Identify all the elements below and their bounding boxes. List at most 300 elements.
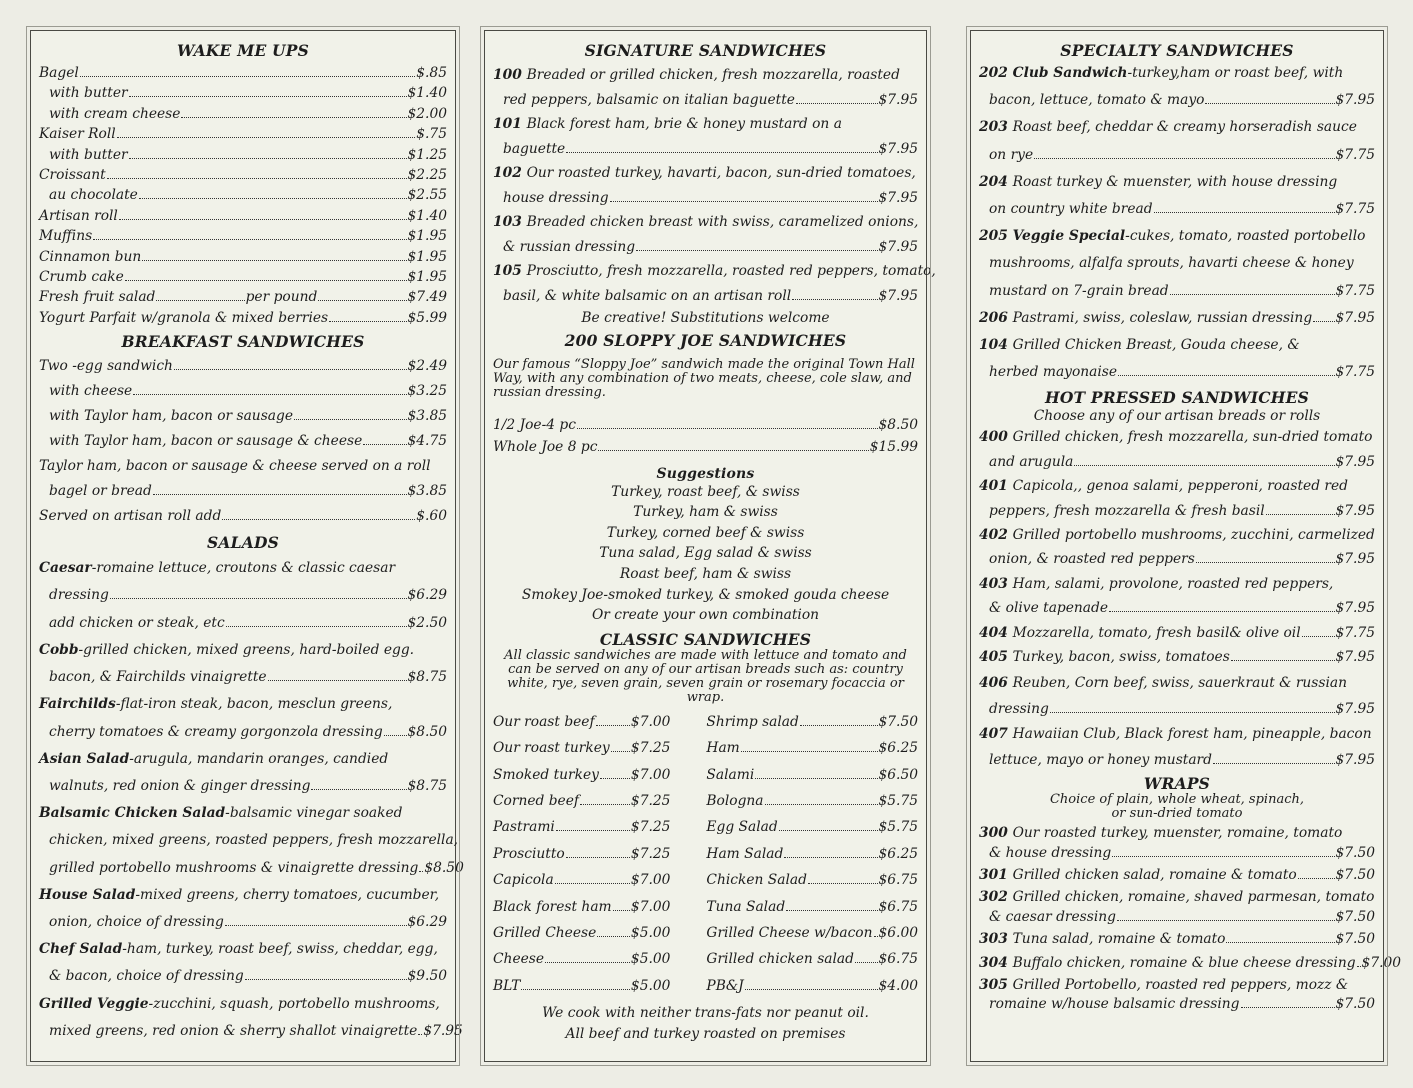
item-price: $7.00: [630, 872, 671, 889]
item-price: $7.00: [630, 713, 671, 730]
item-price: $7.95: [1335, 92, 1375, 109]
breakfast-list: [39, 354, 447, 454]
item-price: $7.75: [1335, 364, 1375, 381]
item-price: $3.85: [407, 408, 447, 425]
menu-item: [493, 867, 670, 893]
item-label: house dressing: [503, 190, 609, 206]
classic-right-column: [706, 709, 918, 999]
item-description: 101 Black forest ham, brie & honey mustard on a: [493, 116, 842, 132]
menu-item: [39, 429, 447, 454]
section-title-signature: SIGNATURE SANDWICHES: [584, 41, 827, 60]
item-label: with butter: [49, 85, 128, 102]
item-price: $4.00: [878, 977, 918, 994]
item-label: Artisan roll: [39, 207, 118, 224]
item-label: Prosciutto: [493, 845, 565, 862]
dot-leader: [245, 967, 407, 980]
footnote-roasted: All beef and turkey roasted on premises: [565, 1025, 846, 1042]
item-label: Corned beef: [493, 792, 579, 809]
suggestion-line: Tuna salad, Egg salad & swiss: [599, 545, 812, 562]
menu-item: [493, 894, 670, 920]
item-label: Our roast turkey: [493, 740, 610, 757]
dot-leader: [119, 207, 407, 220]
dot-leader: [311, 777, 406, 790]
menu-item: [39, 226, 447, 246]
item-label: & caesar dressing: [989, 909, 1116, 926]
item-price: $7.50: [1335, 845, 1375, 862]
item-label: Egg Salad: [706, 819, 778, 836]
item-description: 100 Breaded or grilled chicken, fresh mozzarella, roasted: [493, 67, 900, 83]
footnote-trans-fats: We cook with neither trans-fats nor peanut oil.: [542, 1005, 869, 1022]
item-description: Caesar-romaine lettuce, croutons & classic caesar: [39, 560, 396, 577]
menu-item: [706, 788, 918, 814]
menu-item: [979, 951, 1402, 975]
menu-item: [706, 762, 918, 788]
menu-item: [706, 841, 918, 867]
dot-leader: [418, 1022, 422, 1035]
menu-item: [39, 308, 447, 328]
item-label: Ham Salad: [706, 845, 784, 862]
item-description: Asian Salad-arugula, mandarin oranges, candied: [39, 750, 389, 767]
menu-item: [39, 287, 447, 307]
dot-leader: [577, 416, 878, 429]
dot-leader: [874, 924, 878, 937]
item-description: 407 Hawaiian Club, Black forest ham, pineapple, bacon: [979, 725, 1372, 742]
item-description: 105 Prosciutto, fresh mozzarella, roasted red peppers, tomato,: [493, 263, 936, 279]
item-price: $7.50: [1335, 996, 1375, 1013]
item-label: Tuna Salad: [706, 898, 786, 915]
item-label: bacon, & Fairchilds vinaigrette: [49, 669, 267, 686]
dot-leader: [174, 357, 407, 370]
suggestion-line: Turkey, corned beef & swiss: [606, 524, 805, 541]
item-price: $2.25: [407, 167, 447, 184]
dot-leader: [1266, 502, 1335, 515]
dot-leader: [598, 438, 868, 451]
item-label: mixed greens, red onion & sherry shallot vinaigrette: [49, 1022, 418, 1039]
item-unit: per pound: [245, 289, 318, 306]
item-description: 204 Roast turkey & muenster, with house dressing: [979, 173, 1338, 190]
item-label: Bagel: [39, 65, 79, 81]
item-label: 304 Buffalo chicken, romaine & blue cheese dressing: [979, 955, 1356, 972]
item-description: 406 Reuben, Corn beef, swiss, sauerkraut & russian: [979, 674, 1347, 691]
item-price: $6.25: [878, 845, 918, 862]
menu-item: [979, 142, 1375, 169]
menu-item: bagel or bread $3.85: [49, 483, 447, 500]
menu-panel-left: [30, 30, 464, 1062]
dot-leader: [1170, 282, 1335, 295]
dot-leader: [1313, 309, 1334, 322]
item-label: dressing: [49, 587, 109, 604]
item-label: with cream cheese: [49, 105, 181, 122]
item-price: $6.29: [407, 913, 447, 930]
item-label: & olive tapenade: [989, 600, 1109, 617]
item-price: $8.50: [424, 859, 464, 876]
menu-item: [493, 735, 670, 761]
item-label: dressing: [989, 700, 1049, 717]
item-price: $3.25: [407, 383, 447, 400]
item-price: $6.29: [407, 587, 447, 604]
menu-item: [39, 354, 447, 379]
item-label: Yogurt Parfait w/granola & mixed berries: [39, 309, 329, 326]
menu-item: [493, 920, 670, 946]
item-price: $7.50: [1335, 867, 1375, 884]
menu-item: [979, 596, 1375, 620]
dot-leader: [329, 309, 406, 322]
item-price: $8.75: [407, 669, 447, 686]
item-price: $7.95: [423, 1022, 463, 1039]
item-price: $7.00: [1361, 955, 1402, 972]
dot-leader: [792, 287, 877, 300]
menu-item: [39, 909, 447, 936]
item-label: with butter: [49, 146, 128, 163]
menu-item: [979, 927, 1375, 951]
item-label: Shrimp salad: [706, 713, 799, 730]
menu-item: [39, 773, 447, 800]
item-price: $7.95: [878, 239, 918, 255]
dot-leader: [1205, 91, 1334, 104]
section-title-specialty: SPECIALTY SANDWICHES: [1060, 41, 1294, 60]
menu-item: [39, 124, 447, 144]
menu-item: [979, 843, 1375, 863]
hot-pressed-subtitle: Choose any of our artisan breads or rolls: [1033, 408, 1321, 425]
menu-item: [493, 841, 670, 867]
suggestion-line: Roast beef, ham & swiss: [619, 565, 792, 582]
dot-leader: [779, 818, 878, 831]
menu-item: [39, 1018, 463, 1045]
dot-leader: [808, 871, 878, 884]
item-label: peppers, fresh mozzarella & fresh basil: [989, 502, 1265, 519]
item-price: $7.00: [630, 766, 671, 783]
suggestions-title: Suggestions: [656, 465, 755, 482]
item-price: $.75: [416, 126, 447, 143]
section-title-classic: CLASSIC SANDWICHES: [599, 629, 812, 649]
item-label: Bologna: [706, 792, 764, 809]
dot-leader: [1196, 550, 1335, 563]
item-description: 300 Our roasted turkey, muenster, romaine, tomato: [979, 825, 1343, 842]
dot-leader: [596, 713, 630, 726]
menu-item: [706, 920, 918, 946]
item-price: $7.75: [1335, 201, 1375, 218]
dot-leader: [566, 140, 877, 153]
item-description: 202 Club Sandwich-turkey,ham or roast beef, with: [979, 65, 1344, 81]
item-price: $7.00: [630, 898, 671, 915]
item-label: PB&J: [706, 977, 744, 994]
menu-item: [39, 185, 447, 205]
dot-leader: [142, 248, 406, 261]
wraps-subtitle-1: Choice of plain, whole wheat, spinach,: [1049, 792, 1304, 808]
hot-pressed-list: [979, 425, 1375, 772]
item-price: $1.95: [407, 248, 447, 265]
menu-item: [39, 379, 447, 404]
menu-item: [979, 748, 1375, 772]
wraps-list: [979, 823, 1402, 1013]
item-price: $7.75: [1335, 146, 1375, 163]
dot-leader: [745, 977, 878, 990]
item-price: $5.99: [407, 309, 447, 326]
dot-leader: [226, 614, 407, 627]
item-label: walnuts, red onion & ginger dressing: [49, 777, 311, 794]
item-label: BLT: [493, 977, 521, 994]
item-label: 303 Tuna salad, romaine & tomato: [979, 931, 1226, 948]
item-description: House Salad-mixed greens, cherry tomatoes, cucumber,: [39, 886, 440, 903]
item-label: Grilled Cheese: [493, 925, 597, 941]
menu-item: [39, 104, 447, 124]
wake-me-ups-list: [39, 63, 447, 328]
menu-item: [706, 867, 918, 893]
menu-item: [979, 499, 1375, 523]
item-price: $7.95: [1335, 502, 1375, 519]
dot-leader: [741, 739, 878, 752]
item-label: on country white bread: [989, 201, 1153, 218]
dot-leader: [1109, 599, 1334, 612]
item-description: 205 Veggie Special-cukes, tomato, roasted portobello: [979, 228, 1366, 245]
dot-leader: [545, 950, 630, 963]
dot-leader: [796, 91, 878, 104]
menu-item: [979, 621, 1375, 645]
specialty-list: [979, 60, 1375, 386]
item-label: Pastrami: [493, 819, 555, 836]
item-price: $6.75: [878, 951, 918, 968]
item-price: $2.00: [407, 105, 447, 122]
item-label: add chicken or steak, etc: [49, 614, 225, 631]
menu-item: [979, 995, 1375, 1013]
item-price: $4.75: [407, 433, 447, 450]
item-label: Two -egg sandwich: [39, 358, 173, 375]
dot-leader: [755, 766, 877, 779]
dot-leader: [1117, 908, 1335, 921]
item-label: Chicken Salad: [706, 872, 807, 889]
dot-leader: [268, 668, 407, 681]
item-price: $7.50: [878, 713, 918, 730]
item-label: Crumb cake: [39, 269, 124, 286]
item-label: bacon, lettuce, tomato & mayo: [989, 92, 1205, 109]
item-description: chicken, mixed greens, roasted peppers, fresh mozzarella,: [49, 832, 459, 849]
sloppy-joe-list: [493, 414, 918, 458]
menu-item: [493, 788, 670, 814]
item-label: with cheese: [49, 383, 133, 400]
menu-item: [979, 450, 1375, 474]
classic-left-column: [493, 709, 670, 999]
item-label: Whole Joe 8 pc: [493, 438, 598, 455]
section-title-sloppy-joe: 200 SLOPPY JOE SANDWICHES: [564, 330, 847, 350]
menu-item: [979, 863, 1375, 887]
item-label: lettuce, mayo or honey mustard: [989, 751, 1212, 768]
item-price: $9.50: [407, 968, 447, 985]
item-price: $5.00: [630, 925, 671, 941]
item-label: Our roast beef: [493, 713, 595, 730]
item-price: $1.95: [407, 228, 447, 245]
item-price: $7.25: [630, 845, 671, 862]
item-price: $5.00: [630, 951, 671, 968]
item-label: onion, & roasted red peppers: [989, 551, 1195, 568]
item-description: 403 Ham, salami, provolone, roasted red peppers,: [979, 575, 1334, 592]
item-price: $15.99: [869, 438, 918, 455]
menu-item: Served on artisan roll add $.60: [39, 508, 447, 525]
item-price: $7.95: [1335, 751, 1375, 768]
item-label: Grilled chicken salad: [706, 951, 854, 968]
menu-item: [493, 762, 670, 788]
signature-list: [493, 63, 936, 308]
menu-item: [39, 83, 447, 103]
item-price: $7.95: [1335, 600, 1375, 617]
sloppy-joe-description: Our famous “Sloppy Joe” sandwich made the original Town Hall Way, with any combination of two meats, cheese, cole slaw, and russian dressing.: [493, 356, 915, 400]
item-price: $8.50: [878, 416, 918, 433]
item-label: with Taylor ham, bacon or sausage: [49, 408, 293, 425]
dot-leader: [419, 859, 423, 872]
menu-item: [706, 814, 918, 840]
menu-item: [39, 267, 447, 287]
classic-grid: [493, 709, 918, 999]
item-price: $7.95: [1335, 309, 1375, 326]
item-label: Ham: [706, 740, 740, 757]
item-label: Fresh fruit salad: [39, 289, 156, 306]
dot-leader: [1298, 866, 1335, 879]
item-label: 301 Grilled chicken salad, romaine & tomato: [979, 867, 1297, 884]
menu-item: [706, 894, 918, 920]
dot-leader: [786, 898, 877, 911]
menu-item: [493, 235, 918, 259]
menu-panel-right: [970, 30, 1402, 1062]
dot-leader: [1226, 930, 1334, 943]
dot-leader: [1074, 453, 1334, 466]
item-label: herbed mayonaise: [989, 364, 1118, 381]
item-price: $2.55: [407, 187, 447, 204]
menu-item: [493, 946, 670, 972]
dot-leader: [129, 84, 407, 97]
menu-item: [493, 284, 918, 308]
menu-panel-center: [484, 30, 936, 1062]
item-price: $7.75: [1335, 282, 1375, 299]
item-price: $7.95: [878, 92, 918, 108]
dot-leader: [156, 288, 244, 301]
item-price: $7.95: [1335, 649, 1375, 666]
dot-leader: [784, 845, 877, 858]
item-price: $1.40: [407, 85, 447, 102]
item-price: $7.50: [1335, 931, 1375, 948]
item-price: $6.75: [878, 872, 918, 889]
menu-item: [39, 63, 447, 83]
dot-leader: [765, 792, 878, 805]
item-label: au chocolate: [49, 187, 138, 204]
item-label: Muffins: [39, 228, 93, 245]
item-price: $6.00: [878, 925, 918, 941]
item-description: Grilled Veggie-zucchini, squash, portobello mushrooms,: [39, 995, 440, 1012]
item-description: 401 Capicola,, genoa salami, pepperoni, roasted red: [979, 478, 1348, 495]
item-price: $7.95: [878, 190, 918, 206]
creative-note: Be creative! Substitutions welcome: [581, 310, 830, 326]
dot-leader: [133, 382, 406, 395]
dot-leader: [1050, 700, 1335, 713]
menu-item: [39, 855, 464, 882]
dot-leader: [1154, 200, 1335, 213]
item-label: cherry tomatoes & creamy gorgonzola dressing: [49, 723, 383, 740]
suggestion-line: Turkey, roast beef, & swiss: [611, 483, 800, 500]
item-price: $7.95: [1335, 453, 1375, 470]
item-price: $7.25: [630, 819, 671, 836]
item-description: Fairchilds-flat-iron steak, bacon, mesclun greens,: [39, 696, 393, 713]
item-price: $6.50: [878, 766, 918, 783]
item-price: $7.95: [878, 141, 918, 157]
item-label: Cheese: [493, 951, 545, 968]
item-label: Kaiser Roll: [39, 126, 116, 143]
menu-item: [493, 137, 918, 161]
item-price: $7.25: [630, 740, 671, 757]
item-price: $7.50: [1335, 909, 1375, 926]
item-price: $7.95: [878, 288, 918, 304]
dot-leader: [384, 723, 407, 736]
item-price: $8.75: [407, 777, 447, 794]
item-label: Grilled Cheese w/bacon: [706, 925, 873, 941]
dot-leader: [521, 977, 630, 990]
item-label: and arugula: [989, 453, 1074, 470]
item-label: 206 Pastrami, swiss, coleslaw, russian dressing: [979, 309, 1313, 326]
dot-leader: [139, 186, 407, 199]
menu-item: [39, 404, 447, 429]
dot-leader: [855, 950, 878, 963]
item-price: $1.40: [407, 207, 447, 224]
dot-leader: [1112, 844, 1334, 857]
menu-item: [706, 709, 918, 735]
menu-item: [493, 709, 670, 735]
dot-leader: [1302, 624, 1335, 637]
menu-item: [39, 610, 447, 637]
item-description: 305 Grilled Portobello, roasted red peppers, mozz &: [979, 977, 1349, 994]
item-description: 400 Grilled chicken, fresh mozzarella, sun-dried tomato: [979, 429, 1373, 446]
dot-leader: [117, 125, 416, 138]
item-price: $1.95: [407, 269, 447, 286]
dot-leader: [181, 105, 406, 118]
item-label: grilled portobello mushrooms & vinaigrette dressing: [49, 859, 419, 876]
dot-leader: [1231, 648, 1335, 661]
item-price: $2.50: [407, 614, 447, 631]
menu-item: [39, 247, 447, 267]
menu-item: [493, 414, 918, 436]
item-label: 1/2 Joe-4 pc: [493, 416, 576, 433]
dot-leader: [80, 64, 415, 77]
menu-item: [706, 946, 918, 972]
item-label: & bacon, choice of dressing: [49, 968, 244, 985]
item-label: Smoked turkey: [493, 766, 599, 783]
item-label: Croissant: [39, 167, 106, 184]
item-price: $.85: [416, 65, 447, 81]
menu-item: [979, 697, 1375, 721]
menu-item: [979, 645, 1375, 669]
menu-item: [39, 582, 447, 609]
dot-leader: [318, 288, 406, 301]
suggestions-list: [493, 482, 918, 626]
section-title-salads: SALADS: [207, 533, 279, 553]
item-label: mustard on 7-grain bread: [989, 282, 1169, 299]
dot-leader: [556, 818, 630, 831]
menu-item: [39, 963, 447, 990]
item-label: onion, choice of dressing: [49, 913, 224, 930]
dot-leader: [1357, 954, 1361, 967]
menu-item: [39, 165, 447, 185]
menu-item: [979, 907, 1375, 927]
menu-item: [493, 186, 918, 210]
dot-leader: [363, 432, 406, 445]
menu-item: [979, 547, 1375, 571]
dot-leader: [1118, 363, 1334, 376]
wraps-subtitle-2: or sun-dried tomato: [1111, 806, 1243, 822]
dot-leader: [611, 739, 630, 752]
suggestion-line: Or create your own combination: [591, 607, 820, 624]
menu-item: [39, 206, 447, 226]
section-title-hot-pressed: HOT PRESSED SANDWICHES: [1044, 388, 1309, 408]
dot-leader: [93, 227, 406, 240]
dot-leader: [107, 166, 407, 179]
roll-line: Taylor ham, bacon or sausage & cheese served on a roll: [39, 458, 431, 475]
dot-leader: [636, 238, 877, 251]
